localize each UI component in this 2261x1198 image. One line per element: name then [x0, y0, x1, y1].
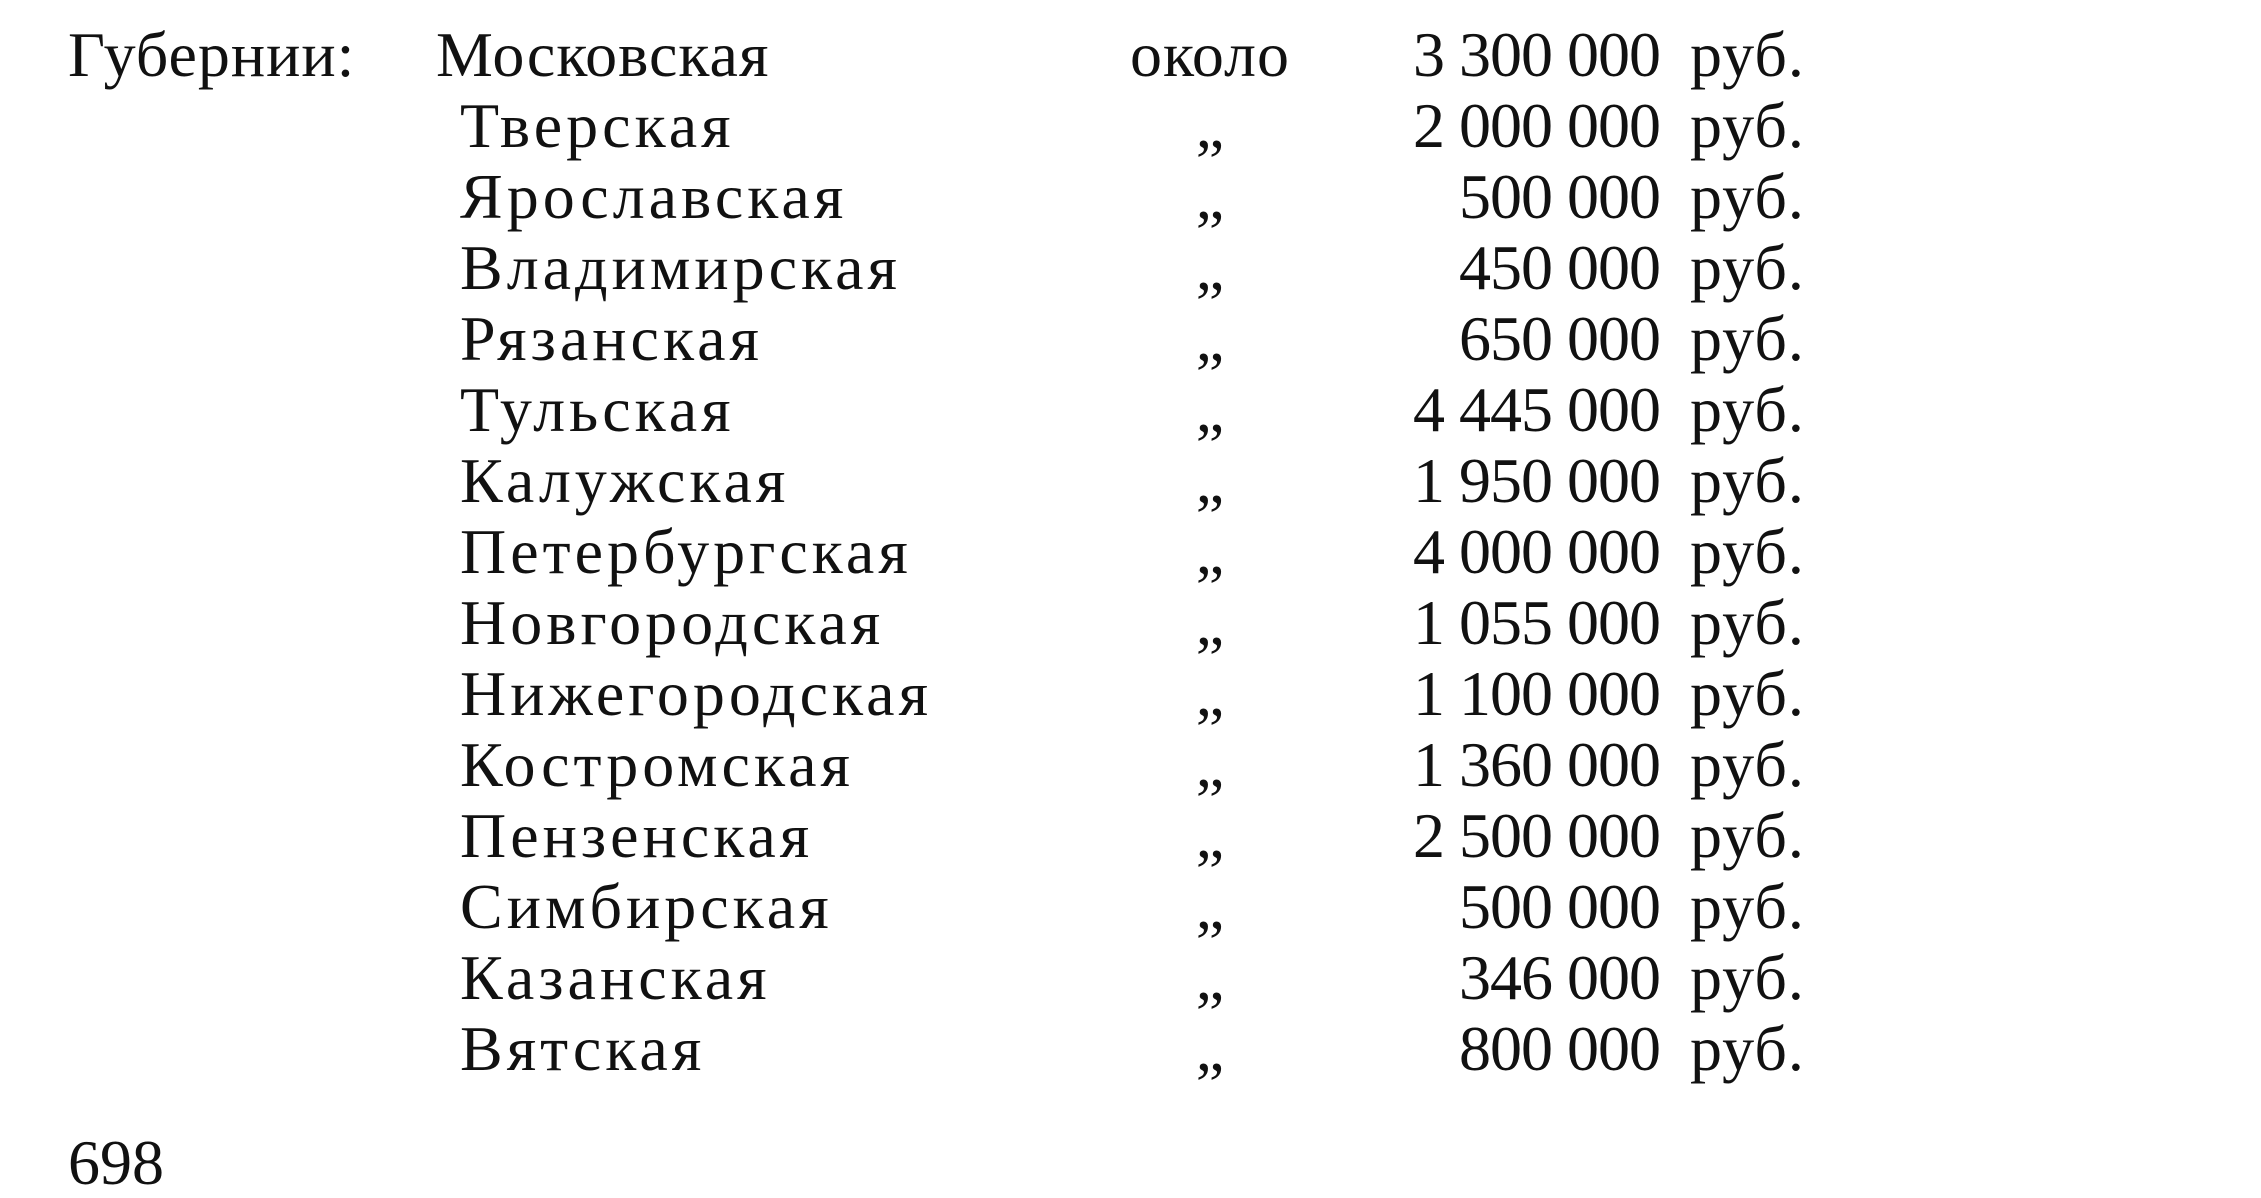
currency-unit: руб. [1690, 303, 1805, 374]
currency-unit: руб. [1690, 658, 1805, 729]
amount-value: 2 000 000 [1413, 90, 1660, 161]
ditto-mark: „ [1195, 161, 1225, 232]
province-name: Тульская [460, 374, 735, 445]
approximation-qualifier: около [1130, 19, 1290, 90]
table-row [0, 20, 2261, 90]
table-row [0, 375, 2261, 445]
province-name: Рязанская [460, 303, 763, 374]
page-number: 698 [68, 1127, 164, 1198]
province-name: Московская [436, 19, 770, 90]
currency-unit: руб. [1690, 90, 1805, 161]
ditto-mark: „ [1195, 729, 1225, 800]
table-row [0, 943, 2261, 1013]
currency-unit: руб. [1690, 800, 1805, 871]
province-name: Петербургская [460, 516, 912, 587]
province-name: Костромская [460, 729, 854, 800]
ditto-mark: „ [1195, 658, 1225, 729]
province-name: Вятская [460, 1013, 706, 1084]
ditto-mark: „ [1195, 374, 1225, 445]
amount-value: 1 950 000 [1413, 445, 1660, 516]
province-name: Ярославская [460, 161, 848, 232]
amount-value: 500 000 [1459, 871, 1660, 942]
table-row [0, 162, 2261, 232]
currency-unit: руб. [1690, 871, 1805, 942]
province-name: Казанская [460, 942, 771, 1013]
amount-value: 3 300 000 [1413, 19, 1660, 90]
currency-unit: руб. [1690, 729, 1805, 800]
amount-value: 4 000 000 [1413, 516, 1660, 587]
ditto-mark: „ [1195, 303, 1225, 374]
currency-unit: руб. [1690, 587, 1805, 658]
currency-unit: руб. [1690, 161, 1805, 232]
amount-value: 1 360 000 [1413, 729, 1660, 800]
province-name: Новгородская [460, 587, 885, 658]
table-row [0, 1014, 2261, 1084]
table-row [0, 730, 2261, 800]
table-row [0, 872, 2261, 942]
table-row [0, 801, 2261, 871]
currency-unit: руб. [1690, 374, 1805, 445]
amount-value: 346 000 [1459, 942, 1660, 1013]
amount-value: 2 500 000 [1413, 800, 1660, 871]
amount-value: 500 000 [1459, 161, 1660, 232]
province-name: Тверская [460, 90, 735, 161]
currency-unit: руб. [1690, 19, 1805, 90]
table-row [0, 588, 2261, 658]
amount-value: 650 000 [1459, 303, 1660, 374]
ditto-mark: „ [1195, 516, 1225, 587]
amount-value: 4 445 000 [1413, 374, 1660, 445]
amount-value: 1 055 000 [1413, 587, 1660, 658]
currency-unit: руб. [1690, 516, 1805, 587]
gubernii-label: Губернии: [68, 19, 356, 90]
table-row [0, 517, 2261, 587]
ditto-mark: „ [1195, 232, 1225, 303]
table-row [0, 233, 2261, 303]
ditto-mark: „ [1195, 445, 1225, 516]
province-name: Нижегородская [460, 658, 932, 729]
table-row [0, 91, 2261, 161]
amount-value: 800 000 [1459, 1013, 1660, 1084]
amount-value: 450 000 [1459, 232, 1660, 303]
table-row [0, 446, 2261, 516]
province-name: Владимирская [460, 232, 901, 303]
province-name: Калужская [460, 445, 790, 516]
ditto-mark: „ [1195, 871, 1225, 942]
ditto-mark: „ [1195, 1013, 1225, 1084]
currency-unit: руб. [1690, 942, 1805, 1013]
amount-value: 1 100 000 [1413, 658, 1660, 729]
ditto-mark: „ [1195, 800, 1225, 871]
ditto-mark: „ [1195, 90, 1225, 161]
currency-unit: руб. [1690, 445, 1805, 516]
ditto-mark: „ [1195, 587, 1225, 658]
table-row [0, 304, 2261, 374]
currency-unit: руб. [1690, 232, 1805, 303]
ditto-mark: „ [1195, 942, 1225, 1013]
province-name: Симбирская [460, 871, 833, 942]
table-row [0, 659, 2261, 729]
currency-unit: руб. [1690, 1013, 1805, 1084]
province-name: Пензенская [460, 800, 814, 871]
